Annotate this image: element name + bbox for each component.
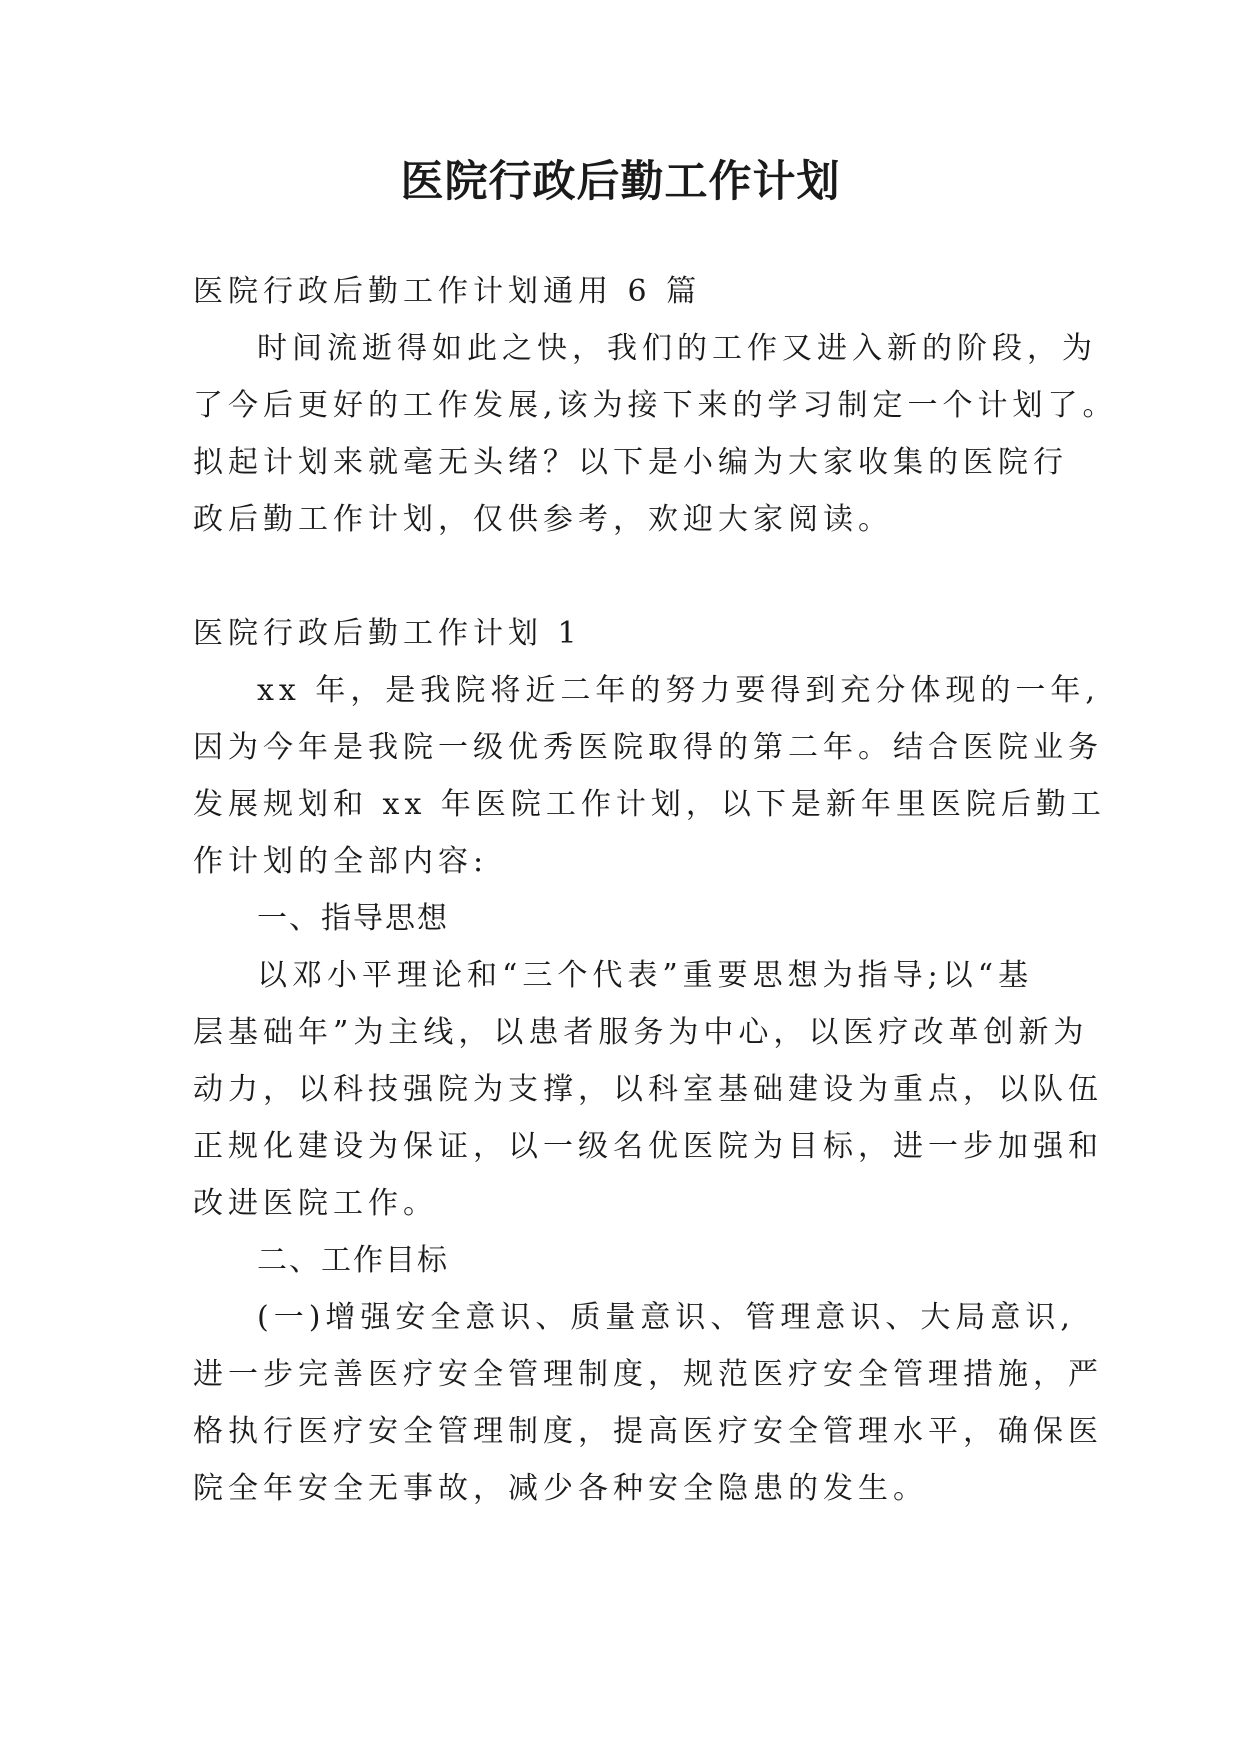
heading-guiding-ideology: 一、指导思想 [257,901,449,936]
guiding-line: 正规化建设为保证，以一级名优医院为目标，进一步加强和 [193,1129,1103,1164]
intro-line: 了今后更好的工作发展,该为接下来的学习制定一个计划了。 [193,388,1118,423]
guiding-line: 以邓小平理论和“三个代表”重要思想为指导;以“基 [257,958,1034,993]
document-subtitle: 医院行政后勤工作计划通用 6 篇 [193,274,702,309]
guiding-line: 改进医院工作。 [193,1186,438,1221]
section1-line: 发展规划和 xx 年医院工作计划，以下是新年里医院后勤工 [193,787,1106,822]
section1-line: xx 年，是我院将近二年的努力要得到充分体现的一年, [257,673,1100,708]
section-heading: 医院行政后勤工作计划 1 [193,616,582,651]
guiding-line: 动力，以科技强院为支撑，以科室基础建设为重点，以队伍 [193,1072,1103,1107]
document-title: 医院行政后勤工作计划 [400,157,841,207]
goals-line: 进一步完善医疗安全管理制度，规范医疗安全管理措施，严 [193,1357,1103,1392]
intro-line: 时间流逝得如此之快，我们的工作又进入新的阶段，为 [257,331,1097,366]
document-body [193,263,1118,1517]
goals-line: 院全年安全无事故，减少各种安全隐患的发生。 [193,1471,928,1506]
section1-line: 作计划的全部内容: [193,844,489,879]
intro-line: 拟起计划来就毫无头绪？以下是小编为大家收集的医院行 [193,445,1068,480]
spacer [193,548,1053,605]
intro-line: 政后勤工作计划，仅供参考，欢迎大家阅读。 [193,502,893,537]
goals-line: 格执行医疗安全管理制度，提高医疗安全管理水平，确保医 [193,1414,1103,1449]
section1-line: 因为今年是我院一级优秀医院取得的第二年。结合医院业务 [193,730,1103,765]
heading-work-goals: 二、工作目标 [257,1243,449,1278]
guiding-line: 层基础年”为主线，以患者服务为中心，以医疗改革创新为 [193,1015,1089,1050]
goals-line: (一)增强安全意识、质量意识、管理意识、大局意识, [257,1300,1075,1335]
